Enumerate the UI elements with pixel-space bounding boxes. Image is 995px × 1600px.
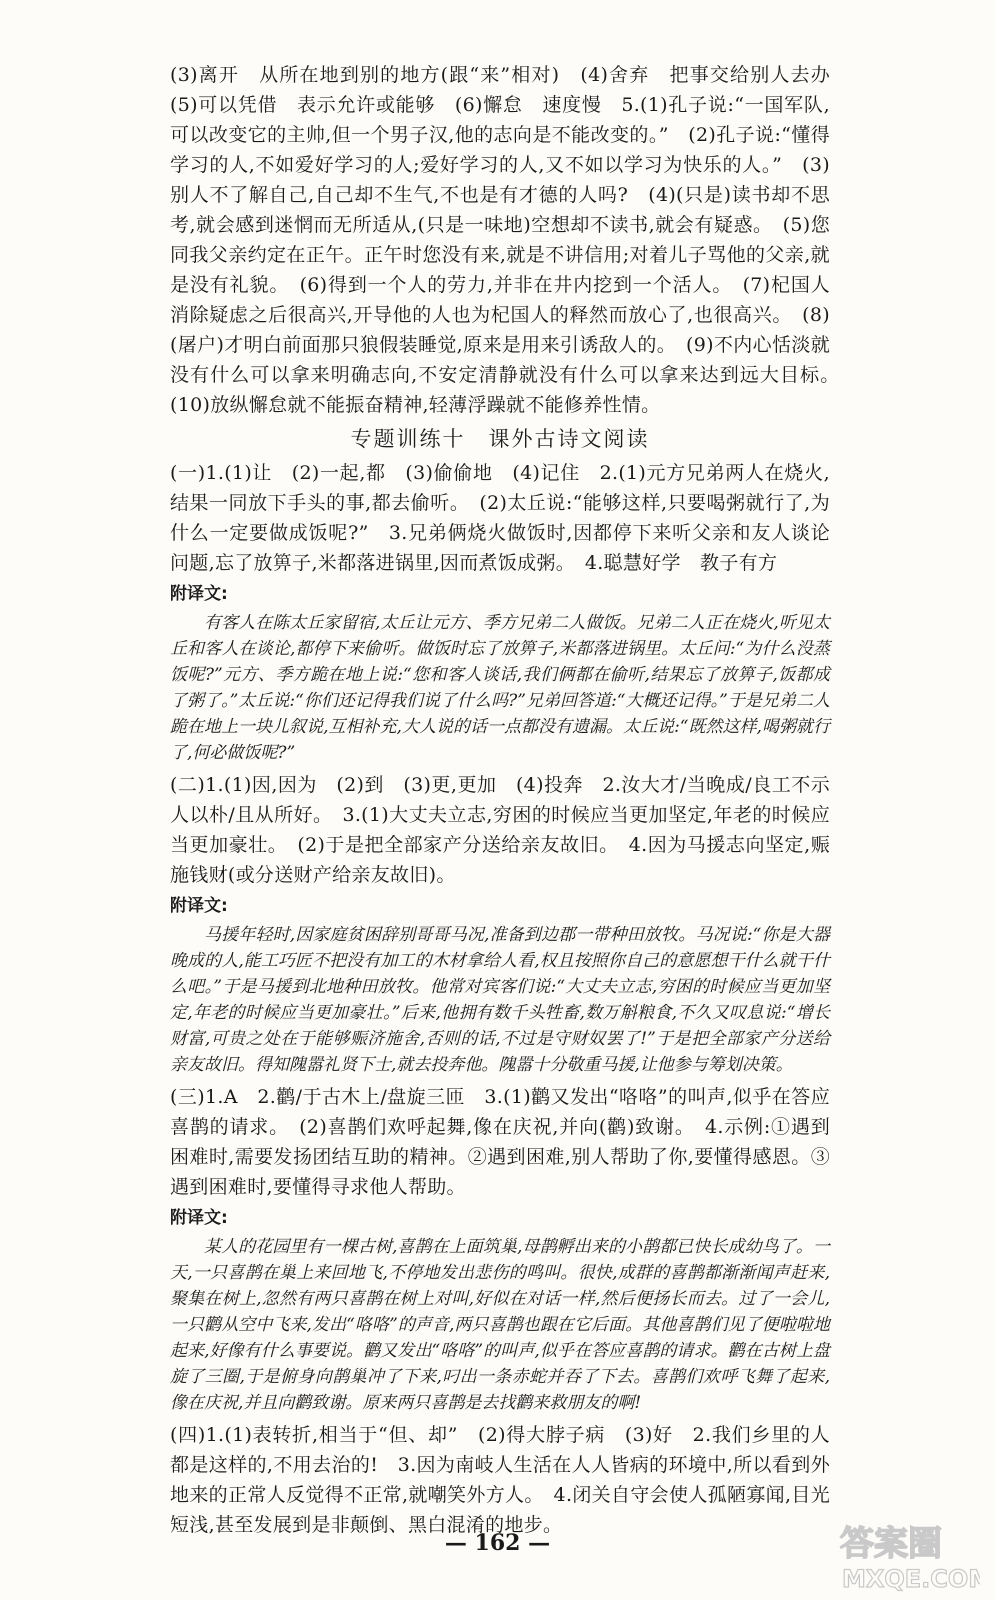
- page-number: — 162 —: [444, 1530, 551, 1556]
- answer-text: (一)1.(1)让 (2)一起,都 (3)偷偷地 (4)记住 2.(1)元方兄弟两人在烧火,结果一同放下手头的事,都去偷听。 (2)太丘说:“能够这样,只要喝粥就行了,为什么一定要做成饭呢?” 3.兄弟俩烧火做饭时,因都停下来听父亲和友人谈论问题,忘了放箅子,米都落进锅里,因而煮饭成粥。 4.聪慧好学 教子有方: [170, 462, 830, 574]
- intro-answers: (3)离开 从所在地到别的地方(跟“来”相对) (4)舍弃 把事交给别人去办 (5)可以凭借 表示允许或能够 (6)懈怠 速度慢 5.(1)孔子说:“一国军队,可以改变它的主帅,但一个男子汉,他的志向是不能改变的。” (2)孔子说:“懂得学习的人,不如爱好学习的人;爱好学习的人,又不如以学习为快乐的人。” (3)别人不了解自己,自己却不生气,不也是有才德的人吗? (4)(只是)读书却不思考,就会感到迷惘而无所适从,(只是一味地)空想却不读书,就会有疑惑。 (5)您同我父亲约定在正午。正午时您没有来,就是不讲信用;对着儿子骂他的父亲,就是没有礼貌。 (6)得到一个人的劳力,并非在井内挖到一个活人。 (7)杞国人消除疑虑之后很高兴,开导他的人也为杞国人的释然而放心了,也很高兴。 (8)(屠户)才明白前面那只狼假装睡觉,原来是用来引诱敌人的。 (9)不内心恬淡就没有什么可以拿来明确志向,不安定清静就没有什么可以拿来达到远大目标。 (10)放纵懈怠就不能振奋精神,轻薄浮躁就不能修养性情。: [170, 64, 850, 416]
- answer-text: (三)1.A 2.鹳/于古木上/盘旋三匝 3.(1)鹳又发出“咯咯”的叫声,似乎在答应喜鹊的请求。 (2)喜鹊们欢呼起舞,像在庆祝,并向(鹳)致谢。 4.示例:①遇到困难时,需要发扬团结互助的精神。②遇到困难,别人帮助了你,要懂得感恩。③遇到困难时,要懂得寻求他人帮助。: [170, 1086, 830, 1198]
- translation-text: 某人的花园里有一棵古树,喜鹊在上面筑巢,母鹊孵出来的小鹊都已快长成幼鸟了。一天,一只喜鹊在巢上来回地飞,不停地发出悲伤的鸣叫。很快,成群的喜鹊都渐渐闻声赶来,聚集在树上,忽然有两只喜鹊在树上对叫,好似在对话一样,然后便扬长而去。过了一会儿,一只鹳从空中飞来,发出“咯咯”的声音,两只喜鹊也跟在它后面。其他喜鹊们见了便啦啦地起来,好像有什么事要说。鹳又发出“咯咯”的叫声,似乎在答应喜鹊的请求。鹳在古树上盘旋了三圈,于是俯身向鹊巢冲了下来,叼出一条赤蛇并吞了下去。喜鹊们欢呼飞舞了起来,像在庆祝,并且向鹳致谢。原来两只喜鹊是去找鹳来救朋友的啊!: [170, 1237, 830, 1413]
- translation-label: 附译文:: [170, 896, 228, 916]
- translation-label: 附译文:: [170, 584, 228, 604]
- answer-block-3: [170, 1082, 830, 1416]
- answer-block-4: [170, 1420, 830, 1540]
- watermark-top-text: 答案圈: [840, 1524, 942, 1564]
- answer-block-2: [170, 770, 830, 1078]
- page-content: [170, 60, 850, 1540]
- answer-block-1: [170, 458, 830, 766]
- section-title: 专题训练十 课外古诗文阅读: [350, 427, 650, 451]
- watermark-bottom-text: MXQE.COM: [842, 1565, 980, 1593]
- translation-label: 附译文:: [170, 1208, 228, 1228]
- watermark-icon: [830, 1515, 980, 1595]
- watermark-logo: [830, 1515, 980, 1595]
- answer-text: (二)1.(1)因,因为 (2)到 (3)更,更加 (4)投奔 2.汝大才/当晚成/良工不示人以朴/且从所好。 3.(1)大丈夫立志,穷困的时候应当更加坚定,年老的时候应当更加豪壮。 (2)于是把全部家产分送给亲友故旧。 4.因为马援志向坚定,赈施钱财(或分送财产给亲友故旧)。: [170, 774, 830, 886]
- translation-text: 马援年轻时,因家庭贫困辞别哥哥马况,准备到边郡一带种田放牧。马况说:“你是大器晚成的人,能工巧匠不把没有加工的木材拿给人看,权且按照你自己的意愿想干什么就干什么吧。”于是马援到北地种田放牧。他常对宾客们说:“大丈夫立志,穷困的时候应当更加坚定,年老的时候应当更加豪壮。”后来,他拥有数千头牲畜,数万斛粮食,不久又叹息说:“增长财富,可贵之处在于能够赈济施舍,否则的话,不过是守财奴罢了!”于是把全部家产分送给亲友故旧。得知隗嚣礼贤下士,就去投奔他。隗嚣十分敬重马援,让他参与筹划决策。: [170, 925, 830, 1075]
- translation-text: 有客人在陈太丘家留宿,太丘让元方、季方兄弟二人做饭。兄弟二人正在烧火,听见太丘和客人在谈论,都停下来偷听。做饭时忘了放箅子,米都落进锅里。太丘问:“为什么没蒸饭呢?”元方、季方跪在地上说:“您和客人谈话,我们俩都在偷听,结果忘了放箅子,饭都成了粥了。”太丘说:“你们还记得我们说了什么吗?”兄弟回答道:“大概还记得。”于是兄弟二人跪在地上一块儿叙说,互相补充,大人说的话一点都没有遗漏。太丘说:“既然这样,喝粥就行了,何必做饭呢?”: [170, 613, 830, 763]
- answer-text: (四)1.(1)表转折,相当于“但、却” (2)得大脖子病 (3)好 2.我们乡里的人都是这样的,不用去治的! 3.因为南岐人生活在人人皆病的环境中,所以看到外地来的正常人反觉得不正常,就嘲笑外方人。 4.闭关自守会使人孤陋寡闻,目光短浅,甚至发展到是非颠倒、黑白混淆的地步。: [170, 1424, 830, 1536]
